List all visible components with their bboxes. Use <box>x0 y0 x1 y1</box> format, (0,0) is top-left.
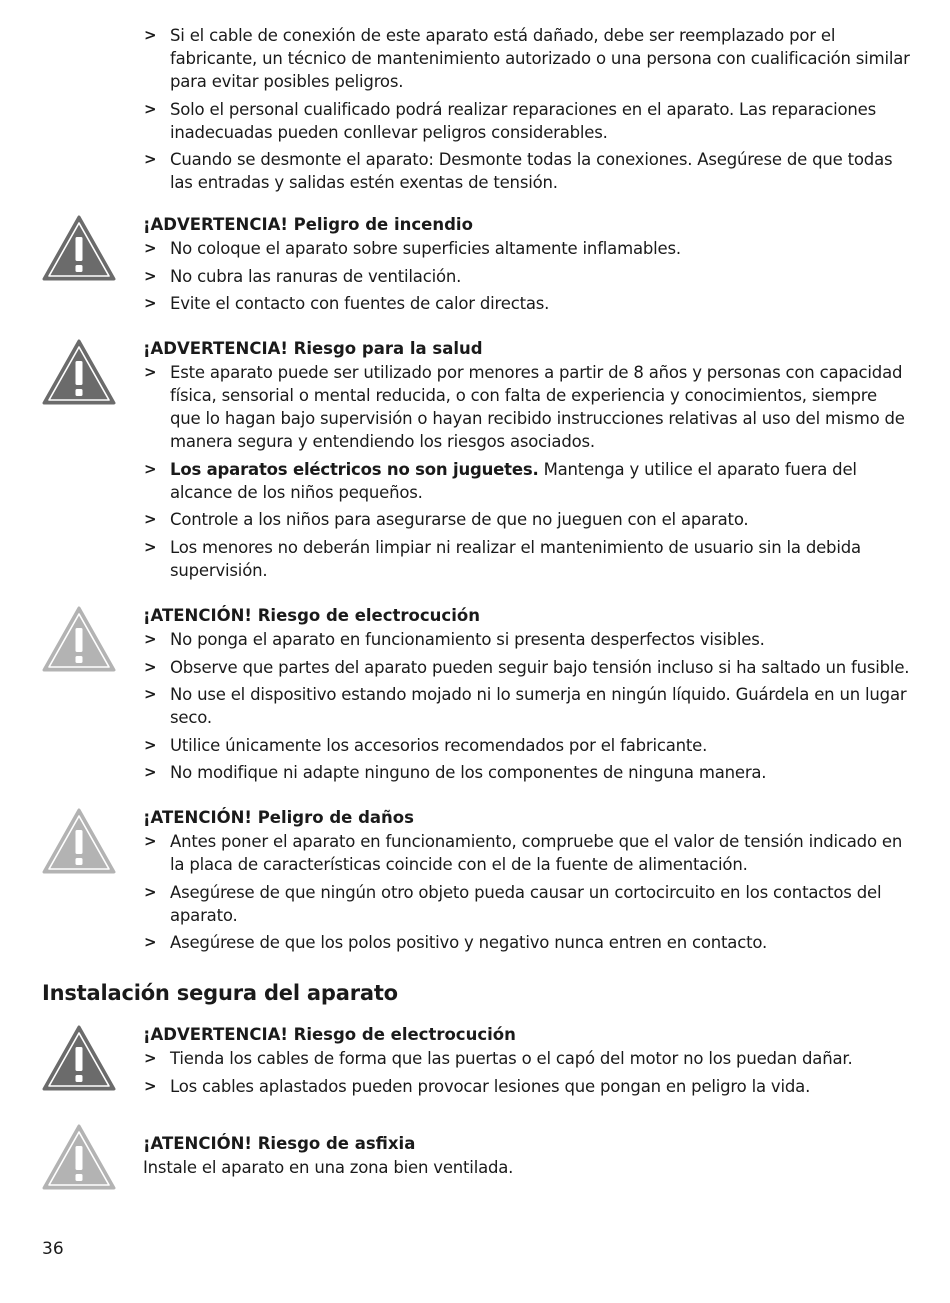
warning-heading: ¡ADVERTENCIA! Peligro de incendio <box>143 215 473 234</box>
warning-fire-list <box>143 237 912 315</box>
list-item-text: Mantenga y utilice el aparato fuera del alcance de los niños pequeños. <box>170 459 857 502</box>
caution-text: Instale el aparato en una zona bien ventilada. <box>143 1158 514 1177</box>
warning-heading: ¡ADVERTENCIA! Riesgo de electrocución <box>143 1025 516 1044</box>
list-item: > Este aparato puede ser utilizado por menores a partir de 8 años y personas con capacidad física, sensorial o mental reducida, o con falta de experiencia y conocimientos, siempre que lo hagan bajo supervisión o hayan recibido instrucciones relativas al uso del mismo de manera segura y entendiendo los riesgos asociados. <box>143 361 912 453</box>
list-item: > Los menores no deberán limpiar ni realizar el mantenimiento de usuario sin la debida supervisión. <box>143 536 912 582</box>
warning-triangle-icon <box>42 339 116 405</box>
list-item: > Asegúrese de que los polos positivo y negativo nunca entren en contacto. <box>143 931 912 954</box>
list-item: > Si el cable de conexión de este aparato está dañado, debe ser reemplazado por el fabricante, un técnico de mantenimiento autorizado o una persona con cualificación similar para evitar posibles peligros. <box>143 24 912 93</box>
list-item: > No cubra las ranuras de ventilación. <box>143 265 912 288</box>
list-item: > Solo el personal cualificado podrá realizar reparaciones en el aparato. Las reparaciones inadecuadas pueden conllevar peligros considerables. <box>143 98 912 144</box>
warning-triangle-icon <box>42 215 116 281</box>
list-item: > Tienda los cables de forma que las puertas o el capó del motor no los puedan dañar. <box>143 1047 912 1070</box>
list-item: > No use el dispositivo estando mojado ni lo sumerja en ningún líquido. Guárdela en un lugar seco. <box>143 683 912 729</box>
warning-triangle-icon <box>42 1025 116 1091</box>
caution-triangle-icon <box>42 1124 116 1190</box>
list-item: > Utilice únicamente los accesorios recomendados por el fabricante. <box>143 734 912 757</box>
list-item <box>143 458 912 504</box>
caution-triangle-icon <box>42 606 116 672</box>
list-item: > No coloque el aparato sobre superficies altamente inflamables. <box>143 237 912 260</box>
list-item: > Cuando se desmonte el aparato: Desmonte todas la conexiones. Asegúrese de que todas las entradas y salidas estén exentas de tensión. <box>143 148 912 194</box>
list-item: > Antes poner el aparato en funcionamiento, compruebe que el valor de tensión indicado en la placa de características coincide con el de la fuente de alimentación. <box>143 830 912 876</box>
warning-heading: ¡ADVERTENCIA! Riesgo para la salud <box>143 339 483 358</box>
section-title: Instalación segura del aparato <box>42 981 398 1005</box>
caution-heading: ¡ATENCIÓN! Peligro de daños <box>143 808 414 827</box>
page-number: 36 <box>42 1239 64 1259</box>
list-item: > No modifique ni adapte ninguno de los componentes de ninguna manera. <box>143 761 912 784</box>
caution-triangle-icon <box>42 808 116 874</box>
list-item: > Los cables aplastados pueden provocar lesiones que pongan en peligro la vida. <box>143 1075 912 1098</box>
warning-install-list <box>143 1047 912 1098</box>
caution-damage-block <box>42 806 912 959</box>
warning-health-list <box>143 361 912 582</box>
caution-damage-list <box>143 830 912 954</box>
warning-health-block <box>42 337 912 586</box>
list-item: > Controle a los niños para asegurarse de que no jueguen con el aparato. <box>143 508 912 531</box>
caution-electric-list <box>143 628 912 784</box>
list-item: > Asegúrese de que ningún otro objeto pueda causar un cortocircuito en los contactos del aparato. <box>143 881 912 927</box>
intro-block <box>42 24 912 199</box>
warning-install-block <box>42 1023 912 1102</box>
list-item-emphasis: Los aparatos eléctricos no son juguetes. <box>170 459 539 479</box>
caution-electric-block <box>42 604 912 789</box>
list-item: > No ponga el aparato en funcionamiento si presenta desperfectos visibles. <box>143 628 912 651</box>
warning-fire-block <box>42 213 912 320</box>
intro-list <box>143 24 912 194</box>
caution-heading: ¡ATENCIÓN! Riesgo de asfixia <box>143 1134 416 1153</box>
list-item: > Evite el contacto con fuentes de calor directas. <box>143 292 912 315</box>
caution-heading: ¡ATENCIÓN! Riesgo de electrocución <box>143 606 480 625</box>
list-item: > Observe que partes del aparato pueden seguir bajo tensión incluso si ha saltado un fusible. <box>143 656 912 679</box>
caution-asphyxia-block <box>42 1132 912 1179</box>
